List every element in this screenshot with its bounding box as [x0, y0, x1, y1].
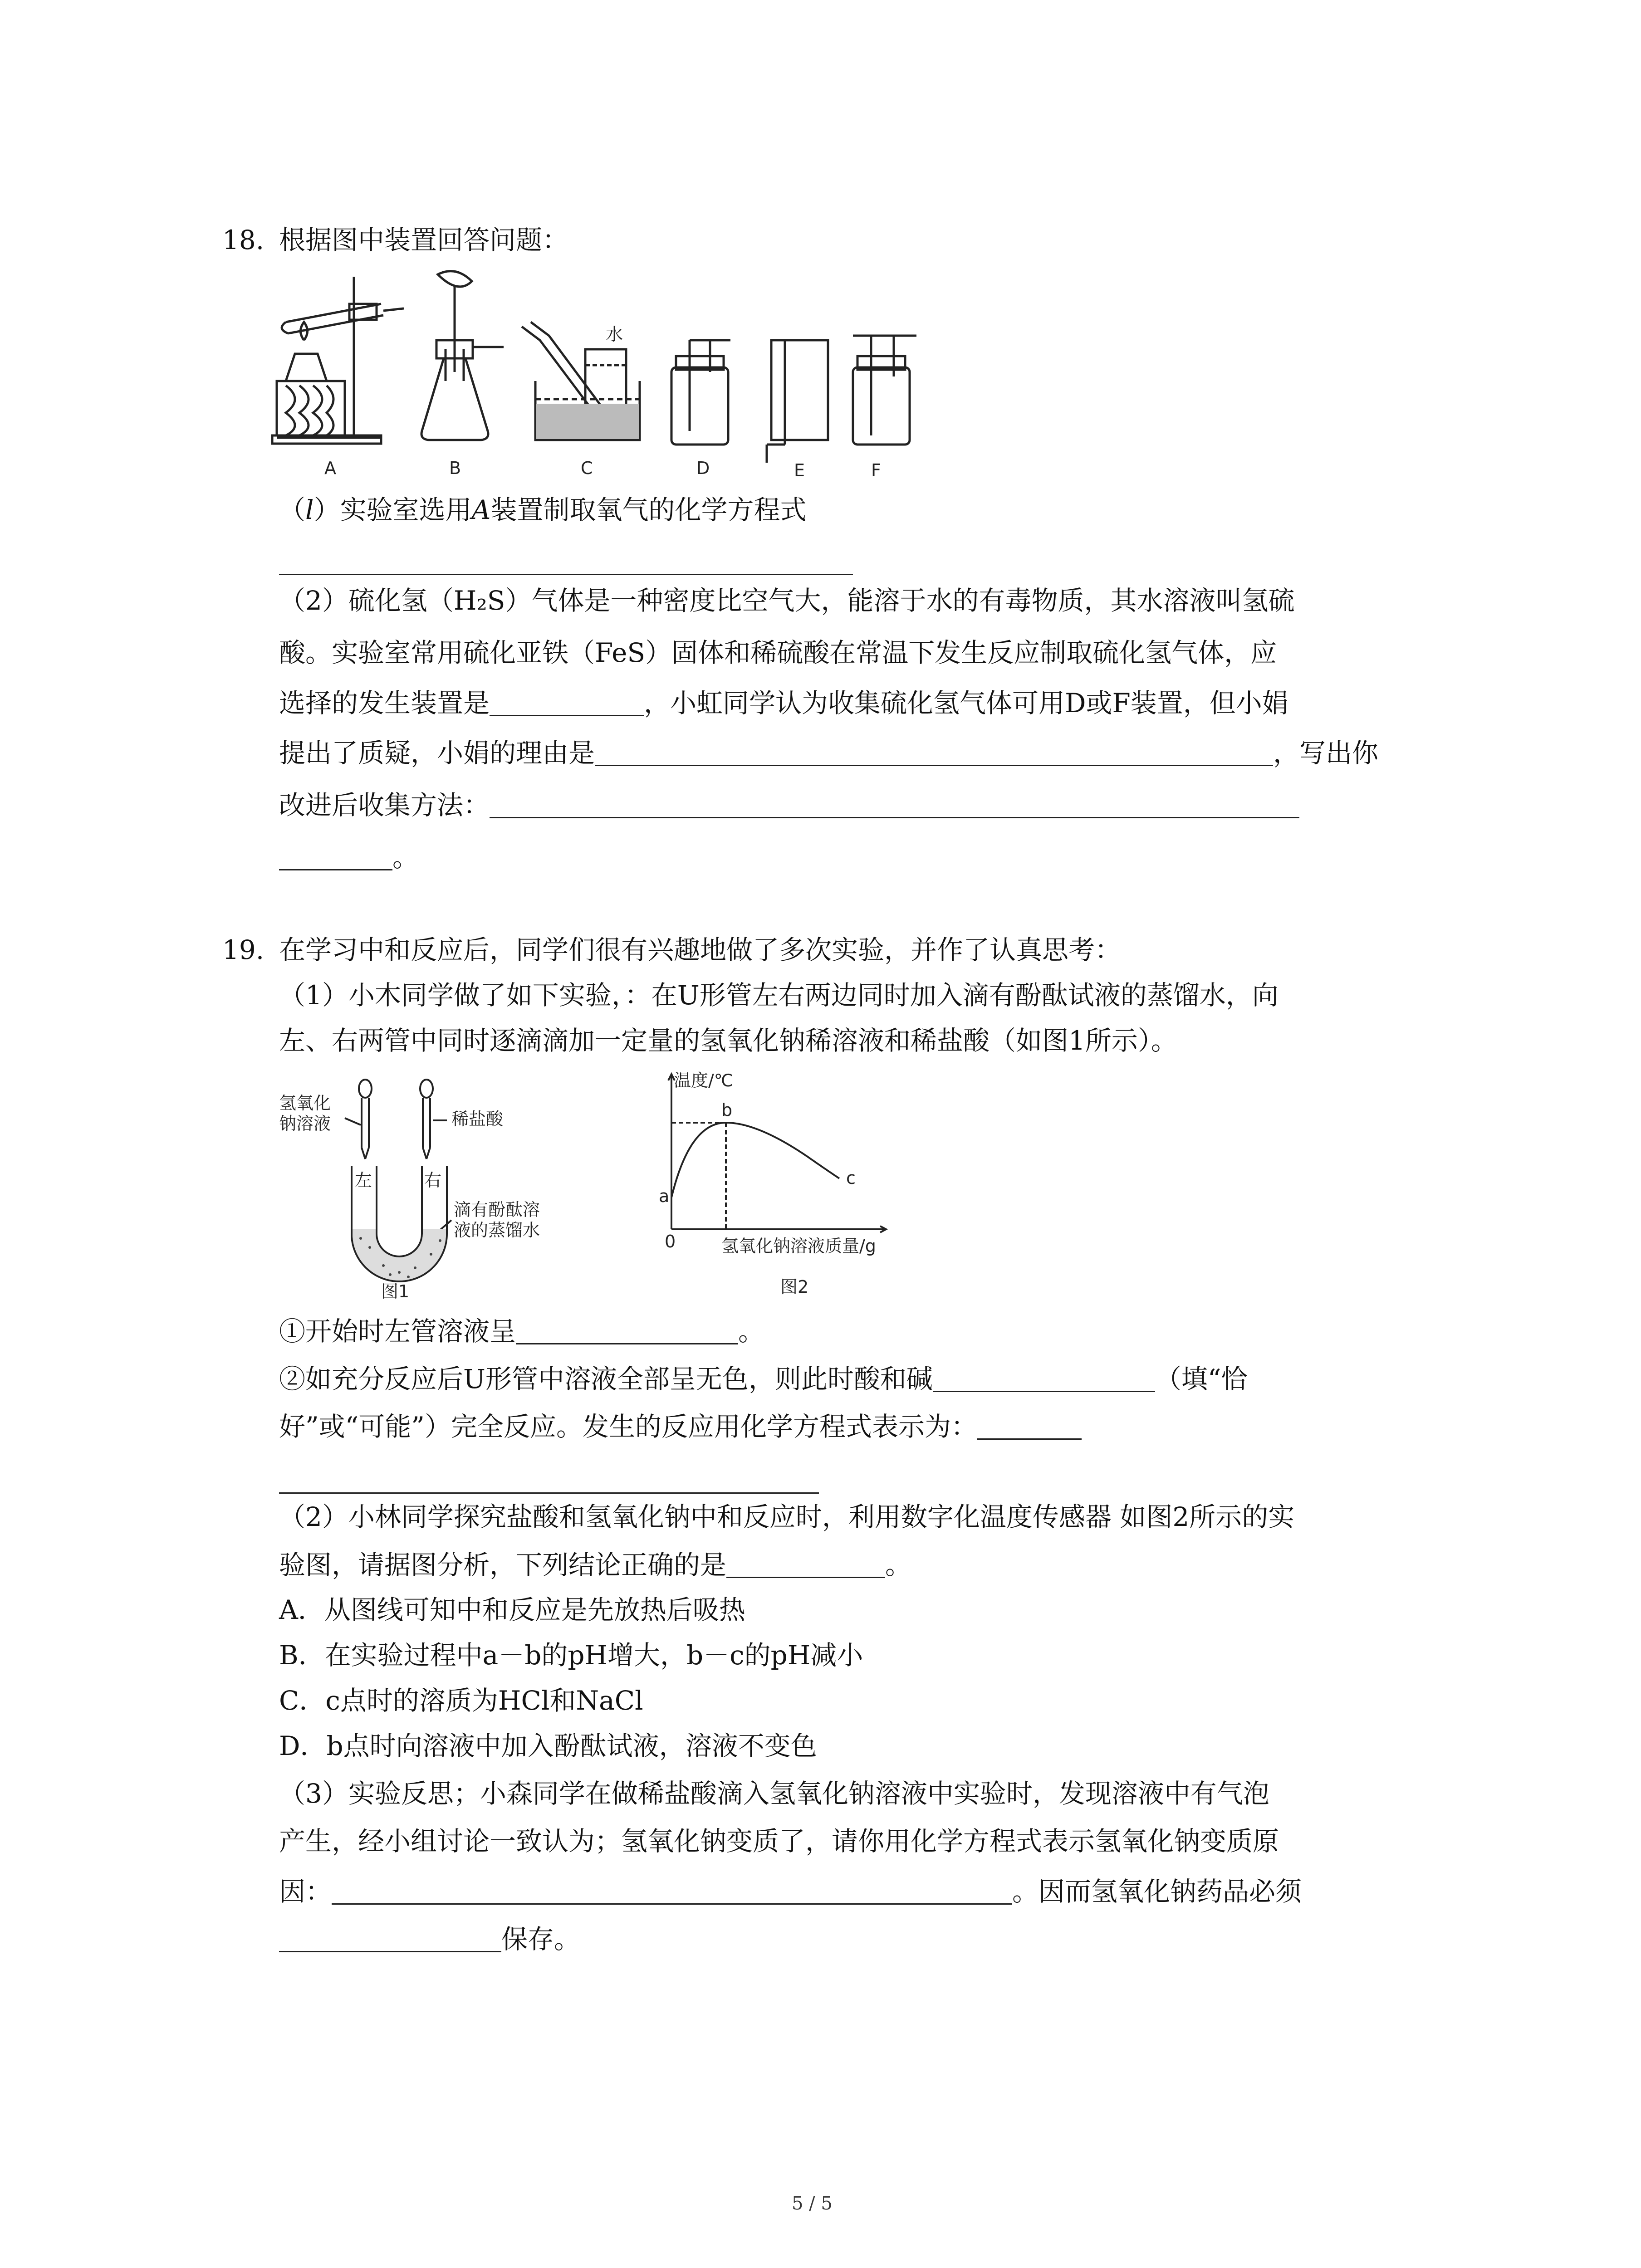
q19-option-d[interactable]: D．b点时向溶液中加入酚酞试液，溶液不变色 — [279, 1730, 817, 1761]
q19-deterioration-blank[interactable] — [332, 1878, 1012, 1905]
q19-option-a[interactable]: A．从图线可知中和反应是先放热后吸热 — [279, 1594, 745, 1625]
q19-part2-line2: 验图，请据图分析，下列结论正确的是 。 — [279, 1549, 912, 1580]
q19-s2: ②如充分反应后U形管中溶液全部呈无色，则此时酸和碱 （填“恰 — [279, 1364, 1248, 1394]
q18-device-blank[interactable] — [490, 689, 644, 716]
fig-label-b: B — [449, 458, 461, 478]
fig1-hcl-label: 稀盐酸 — [451, 1109, 504, 1129]
q18-answer-blank-1[interactable] — [279, 574, 853, 575]
q18-number: 18. — [222, 225, 265, 255]
q19-option-c[interactable]: C．c点时的溶质为HCl和NaCl — [279, 1685, 643, 1716]
fig2-caption: 图2 — [780, 1277, 809, 1297]
q19-storage-blank[interactable] — [279, 1926, 501, 1952]
fig-label-e: E — [794, 460, 805, 480]
q19-option-b[interactable]: B．在实验过程中a－b的pH增大，b－c的pH减小 — [279, 1640, 863, 1671]
q19-part3-line3: 因： 。因而氢氧化钠药品必须 — [279, 1876, 1302, 1907]
fig1-naoh-label-2: 钠溶液 — [279, 1114, 331, 1134]
fig2-origin: 0 — [665, 1232, 676, 1251]
q19-part3-line2: 产生，经小组讨论一致认为；氢氧化钠变质了，请你用化学方程式表示氢氧化钠变质原 — [279, 1826, 1279, 1857]
q19-s3: 好”或“可能”）完全反应。发生的反应用化学方程式表示为： — [279, 1413, 1082, 1440]
q18-part2-line5: 改进后收集方法： — [279, 792, 1299, 818]
fig2-xlabel: 氢氧化钠溶液质量/g — [721, 1236, 876, 1256]
q19-figure1-u-tube — [277, 1075, 594, 1302]
q19-figure2-temperature-curve — [644, 1066, 898, 1302]
q19-part1-line1: （1）小木同学做了如下实验，：在U形管左右两边同时加入滴有酚酞试液的蒸馏水，向 — [279, 980, 1279, 1011]
fig1-right-label: 右 — [424, 1170, 442, 1190]
fig2-point-c: c — [846, 1168, 856, 1188]
fig1-left-label: 左 — [355, 1170, 372, 1190]
q18-part2-line4: 提出了质疑，小娟的理由是 ，写出你 — [279, 738, 1379, 768]
q18-part2-line1: （2）硫化氢（H₂S）气体是一种密度比空气大，能溶于水的有毒物质，其水溶液叫氢硫 — [279, 585, 1295, 616]
fig-label-f: F — [871, 460, 881, 480]
q19-part1-line2: 左、右两管中同时逐滴滴加一定量的氢氧化钠稀溶液和稀盐酸（如图1所示）。 — [279, 1025, 1177, 1056]
fig1-naoh-label-1: 氢氧化 — [279, 1093, 331, 1113]
q18-apparatus-figure — [268, 268, 939, 481]
fig2-point-a: a — [659, 1186, 670, 1206]
fig1-water-label-1: 滴有酚酞溶 — [454, 1200, 540, 1220]
page-number: 5 / 5 — [792, 2193, 833, 2214]
q18-reason-blank[interactable] — [595, 739, 1273, 766]
q18-part1: （l）实验室选用A装置制取氧气的化学方程式 — [279, 494, 807, 525]
q19-equation-blank[interactable] — [977, 1413, 1082, 1440]
q18-part2-line6: 。 — [279, 844, 419, 870]
fig-label-c: C — [581, 458, 593, 478]
q18-stem: 根据图中装置回答问题： — [279, 225, 569, 255]
q19-s1: ①开始时左管溶液呈 。 — [279, 1316, 765, 1347]
q19-part2-line1: （2）小林同学探究盐酸和氢氧化钠中和反应时，利用数字化温度传感器 如图2所示的实 — [279, 1501, 1295, 1532]
q19-stem: 在学习中和反应后，同学们很有兴趣地做了多次实验，并作了认真思考： — [279, 934, 1122, 965]
water-label: 水 — [606, 324, 623, 344]
q19-color-blank[interactable] — [516, 1318, 738, 1344]
q19-reaction-blank[interactable] — [933, 1365, 1155, 1392]
q18-part2-line2: 酸。实验室常用硫化亚铁（FeS）固体和稀硫酸在常温下发生反应制取硫化氢气体，应 — [279, 637, 1277, 668]
q19-part3-line4: 保存。 — [279, 1926, 580, 1952]
q19-number: 19. — [222, 934, 265, 965]
q19-conclusion-blank[interactable] — [726, 1551, 885, 1578]
q18-part2-line3: 选择的发生装置是 ，小虹同学认为收集硫化氢气体可用D或F装置，但小娟 — [279, 688, 1288, 719]
fig2-ylabel: 温度/℃ — [674, 1070, 734, 1090]
q19-part3-line1: （3）实验反思；小森同学在做稀盐酸滴入氢氧化钠溶液中实验时，发现溶液中有气泡 — [279, 1778, 1269, 1809]
q18-method-blank-cont[interactable] — [279, 844, 392, 870]
fig1-water-label-2: 液的蒸馏水 — [454, 1220, 540, 1240]
fig-label-a: A — [324, 458, 336, 478]
q18-method-blank[interactable] — [490, 792, 1299, 818]
fig1-caption: 图1 — [381, 1281, 410, 1301]
fig2-point-b: b — [721, 1100, 733, 1120]
q19-equation-blank-cont[interactable] — [279, 1492, 819, 1494]
fig-label-d: D — [696, 458, 710, 478]
